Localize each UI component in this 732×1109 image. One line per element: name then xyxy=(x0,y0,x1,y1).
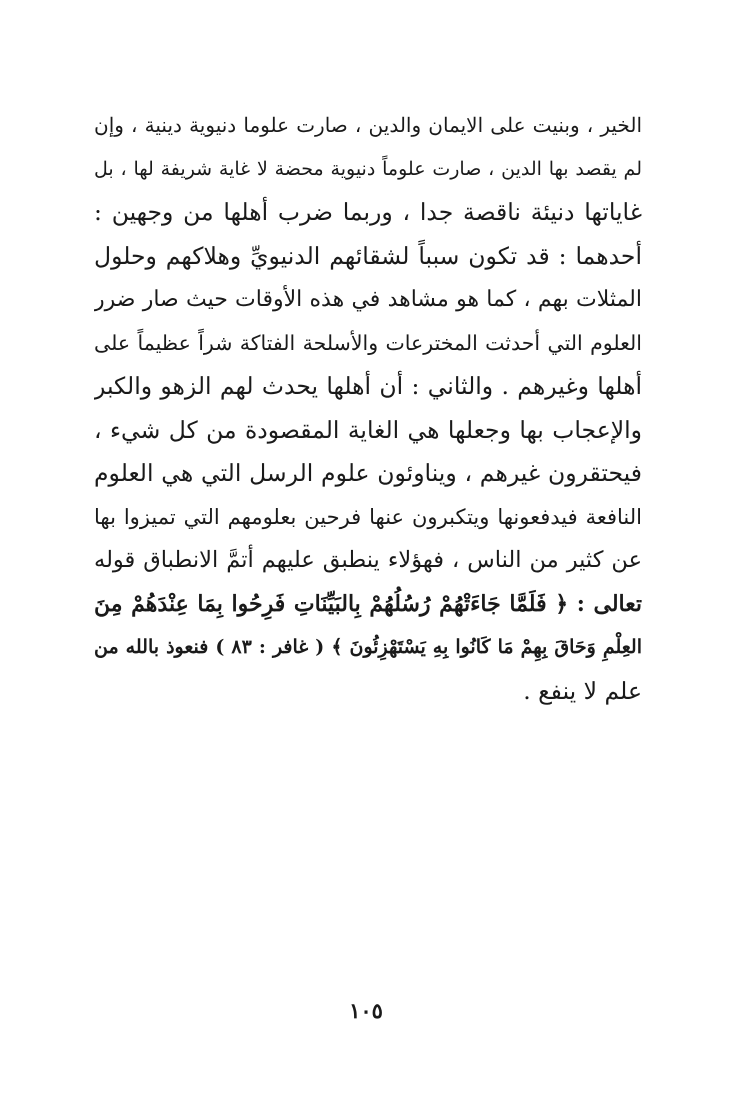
text-line-11: عن كثير من الناس ، فهؤلاء ينطبق عليهم أتمَّ الانطباق قوله xyxy=(94,547,642,573)
page-number: ١٠٥ xyxy=(349,998,383,1023)
body-text xyxy=(94,104,642,713)
text-line-5: المثلات بهم ، كما هو مشاهد في هذه الأوقات حيث صار ضرر xyxy=(94,287,642,312)
quran-verse-line-1: تعالى : ﴿ فَلَمَّا جَاءَتْهُمْ رُسُلُهُمْ بِالبَيِّنَاتِ فَرِحُوا بِمَا عِنْدَهُمْ مِنَ xyxy=(94,590,642,617)
text-line-1: الخير ، وبنيت على الايمان والدين ، صارت علوما دنيوية دينية ، وإن xyxy=(94,113,642,137)
text-line-10: النافعة فيدفعونها ويتكبرون عنها فرحين بعلومهم التي تميزوا بها xyxy=(94,504,642,529)
text-line-3: غاياتها دنيئة ناقصة جدا ، وربما ضرب أهلها من وجهين : xyxy=(94,198,642,226)
text-line-2: لم يقصد بها الدين ، صارت علوماً دنيوية محضة لا غاية شريفة لها ، بل xyxy=(94,157,642,180)
quran-verse-line-2: العِلْمِ وَحَاقَ بِهِمْ مَا كَانُوا بِهِ يَسْتَهْزِئُونَ ﴾ ( غافر : ٨٣ ) فنعوذ بالله من xyxy=(94,636,642,658)
text-line-6: العلوم التي أحدثت المخترعات والأسلحة الفتاكة شراً عظيماً على xyxy=(94,330,642,355)
text-line-final: علم لا ينفع . xyxy=(523,676,642,705)
text-line-4: أحدهما : قد تكون سبباً لشقائهم الدنيويِّ وهلاكهم وحلول xyxy=(94,241,642,270)
text-line-7: أهلها وغيرهم . والثاني : أن أهلها يحدث لهم الزهو والكبر xyxy=(94,372,642,400)
text-line-9: فيحتقرون غيرهم ، ويناوئون علوم الرسل التي هي العلوم xyxy=(94,459,642,487)
text-line-8: والإعجاب بها وجعلها هي الغاية المقصودة من كل شيء ، xyxy=(94,415,642,444)
